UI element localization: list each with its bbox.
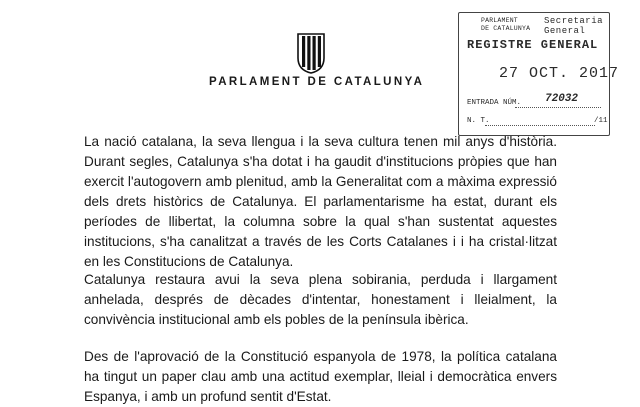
stamp-issuer: PARLAMENT DE CATALUNYA	[481, 17, 531, 32]
body-paragraph: Des de l'aprovació de la Constitució espanyola de 1978, la política catalana ha tingut un paper clau amb una actitud exemplar, lleial i democràtica envers Espanya, i amb un profund sentit d'Estat.	[84, 349, 557, 404]
stamp-nt-label: N. T.	[467, 117, 490, 125]
stamp-nt-line	[485, 125, 595, 126]
stamp-entry-line	[515, 107, 601, 108]
stamp-nt-suffix: /11	[594, 117, 608, 125]
body-paragraph: Catalunya restaura avui la seva plena sobirania, perduda i llargament anhelada, després de dècades d'intentar, honestament i lleialment, la convivència institucional amb els pobles de la península ibèrica.	[84, 272, 557, 327]
stamp-title: REGISTRE GENERAL	[467, 38, 599, 52]
parliament-logo	[295, 32, 327, 74]
stamp-department: Secretaria General	[544, 16, 604, 36]
stamp-entry-label: ENTRADA NÚM.	[467, 99, 522, 107]
stamp-entry-number: 72032	[545, 93, 579, 105]
stamp-date: 27 OCT. 2017	[499, 65, 620, 82]
body-paragraph: La nació catalana, la seva llengua i la seva cultura tenen mil anys d'història. Durant segles, Catalunya s'ha dotat i ha gaudit d'institucions pròpies que han exercit l'autogovern amb plenitud, amb la Generalitat com a màxima expressió dels drets històrics de Catalunya. El parlamentarisme ha estat, durant els períodes de llibertat, la columna sobre la qual s'han sustentat aquestes institucions, s'ha canalitzat a través de les Corts Catalanes i i ha cristal·litzat en les Constitucions de Catalunya.	[84, 134, 557, 269]
parliament-masthead: PARLAMENT DE CATALUNYA	[209, 76, 425, 88]
registry-stamp	[458, 12, 620, 136]
